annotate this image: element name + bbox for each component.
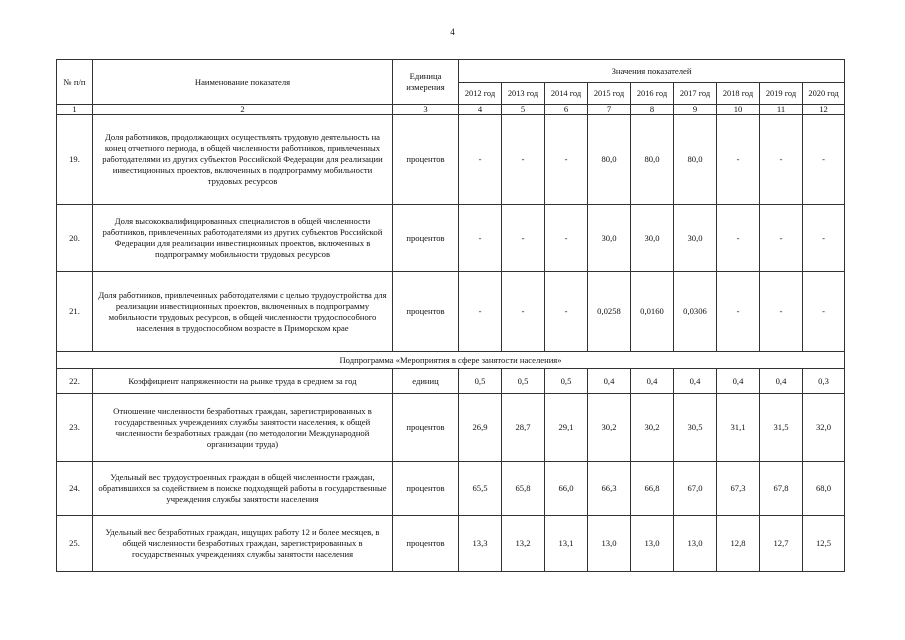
value-cell: - xyxy=(760,115,803,205)
table-body-b xyxy=(57,369,845,572)
year-header: 2016 год xyxy=(631,83,674,105)
value-cell: - xyxy=(717,115,760,205)
table-row xyxy=(57,205,845,272)
index-cell: 7 xyxy=(588,105,631,115)
value-cell: - xyxy=(717,272,760,352)
value-cell: 32,0 xyxy=(803,394,845,462)
value-cell: 30,0 xyxy=(674,205,717,272)
row-number: 20. xyxy=(57,205,93,272)
value-cell: 30,0 xyxy=(631,205,674,272)
unit-cell: процентов xyxy=(393,516,459,572)
value-cell: 0,0258 xyxy=(588,272,631,352)
value-cell: 30,2 xyxy=(588,394,631,462)
value-cell: 0,4 xyxy=(631,369,674,394)
year-header: 2017 год xyxy=(674,83,717,105)
value-cell: 13,3 xyxy=(459,516,502,572)
value-cell: - xyxy=(459,272,502,352)
value-cell: 28,7 xyxy=(502,394,545,462)
year-header: 2015 год xyxy=(588,83,631,105)
value-cell: - xyxy=(502,115,545,205)
index-cell: 2 xyxy=(93,105,393,115)
value-cell: 67,3 xyxy=(717,462,760,516)
value-cell: 12,7 xyxy=(760,516,803,572)
value-cell: 0,0306 xyxy=(674,272,717,352)
value-cell: 0,4 xyxy=(760,369,803,394)
value-cell: 26,9 xyxy=(459,394,502,462)
value-cell: 30,0 xyxy=(588,205,631,272)
row-number: 21. xyxy=(57,272,93,352)
section-title: Подпрограмма «Мероприятия в сфере занятости населения» xyxy=(57,352,845,369)
row-number: 23. xyxy=(57,394,93,462)
value-cell: 13,0 xyxy=(631,516,674,572)
value-cell: - xyxy=(545,272,588,352)
page-number: 4 xyxy=(450,27,455,37)
unit-cell: единиц xyxy=(393,369,459,394)
value-cell: 31,5 xyxy=(760,394,803,462)
value-cell: 80,0 xyxy=(588,115,631,205)
table-row xyxy=(57,462,845,516)
year-header: 2018 год xyxy=(717,83,760,105)
value-cell: 13,0 xyxy=(674,516,717,572)
unit-cell: процентов xyxy=(393,394,459,462)
value-cell: 13,1 xyxy=(545,516,588,572)
value-cell: 66,8 xyxy=(631,462,674,516)
col-unit-header: Единица измерения xyxy=(393,60,459,105)
value-cell: 68,0 xyxy=(803,462,845,516)
year-header: 2019 год xyxy=(760,83,803,105)
col-num-header: № п/п xyxy=(57,60,93,105)
value-cell: - xyxy=(803,272,845,352)
index-cell: 12 xyxy=(803,105,845,115)
value-cell: - xyxy=(459,115,502,205)
indicator-name: Доля высококвалифицированных специалистов в общей численности работников, привлеченных работодателями из других субъектов Российской Федерации для реализации инвестиционных проектов, включенных в подпрограмму мобильности трудовых ресурсов xyxy=(93,205,393,272)
value-cell: 12,5 xyxy=(803,516,845,572)
value-cell: 13,2 xyxy=(502,516,545,572)
value-cell: - xyxy=(459,205,502,272)
index-cell: 11 xyxy=(760,105,803,115)
row-number: 25. xyxy=(57,516,93,572)
value-cell: - xyxy=(717,205,760,272)
value-cell: 67,8 xyxy=(760,462,803,516)
value-cell: 0,3 xyxy=(803,369,845,394)
year-header: 2013 год xyxy=(502,83,545,105)
value-cell: 29,1 xyxy=(545,394,588,462)
table-body-a xyxy=(57,115,845,352)
row-number: 22. xyxy=(57,369,93,394)
value-cell: 0,5 xyxy=(545,369,588,394)
table-row xyxy=(57,369,845,394)
col-name-header: Наименование показателя xyxy=(93,60,393,105)
value-cell: 13,0 xyxy=(588,516,631,572)
indicator-name: Доля работников, привлеченных работодателями с целью трудоустройства для реализации инвестиционных проектов, включенных в подпрограмму мобильности трудовых ресурсов, в общей численности трудоспособного населения в трудоспособном возрасте в Приморском крае xyxy=(93,272,393,352)
value-cell: 66,3 xyxy=(588,462,631,516)
value-cell: 0,4 xyxy=(717,369,760,394)
value-cell: 67,0 xyxy=(674,462,717,516)
row-number: 24. xyxy=(57,462,93,516)
value-cell: 31,1 xyxy=(717,394,760,462)
index-cell: 9 xyxy=(674,105,717,115)
section-row xyxy=(57,352,845,369)
value-cell: 12,8 xyxy=(717,516,760,572)
index-cell: 3 xyxy=(393,105,459,115)
indicator-name: Удельный вес трудоустроенных граждан в общей численности граждан, обратившихся за содействием в поиске подходящей работы в государственные учреждения службы занятости населения xyxy=(93,462,393,516)
value-cell: 65,8 xyxy=(502,462,545,516)
value-cell: 80,0 xyxy=(631,115,674,205)
unit-cell: процентов xyxy=(393,272,459,352)
value-cell: - xyxy=(545,205,588,272)
table-row xyxy=(57,394,845,462)
index-cell: 4 xyxy=(459,105,502,115)
indicator-name: Доля работников, продолжающих осуществлять трудовую деятельность на конец отчетного периода, в общей численности работников, привлеченных работодателями из других субъектов Российской Федерации для реализации инвестиционных проектов, включенных в подпрограмму мобильности трудовых ресурсов xyxy=(93,115,393,205)
value-cell: 30,5 xyxy=(674,394,717,462)
table-row xyxy=(57,115,845,205)
value-cell: - xyxy=(502,205,545,272)
indicator-name: Отношение численности безработных граждан, зарегистрированных в государственных учреждениях службы занятости населения, к общей численности безработных граждан (по методологии Международной организации труда) xyxy=(93,394,393,462)
index-row xyxy=(57,105,845,115)
index-cell: 10 xyxy=(717,105,760,115)
header-row xyxy=(57,60,845,83)
year-header: 2012 год xyxy=(459,83,502,105)
value-cell: 65,5 xyxy=(459,462,502,516)
index-cell: 6 xyxy=(545,105,588,115)
value-cell: 0,0160 xyxy=(631,272,674,352)
value-cell: 0,5 xyxy=(459,369,502,394)
value-cell: 0,4 xyxy=(674,369,717,394)
year-header: 2014 год xyxy=(545,83,588,105)
index-cell: 1 xyxy=(57,105,93,115)
value-cell: - xyxy=(803,205,845,272)
value-cell: - xyxy=(545,115,588,205)
unit-cell: процентов xyxy=(393,462,459,516)
value-cell: 0,4 xyxy=(588,369,631,394)
col-values-header: Значения показателей xyxy=(459,60,845,83)
indicator-name: Удельный вес безработных граждан, ищущих работу 12 и более месяцев, в общей численности безработных граждан, зарегистрированных в государственных учреждениях службы занятости населения xyxy=(93,516,393,572)
value-cell: 80,0 xyxy=(674,115,717,205)
value-cell: - xyxy=(760,205,803,272)
table-row xyxy=(57,272,845,352)
indicators-table xyxy=(56,59,845,572)
section-body xyxy=(57,352,845,369)
table-row xyxy=(57,516,845,572)
value-cell: 66,0 xyxy=(545,462,588,516)
year-header: 2020 год xyxy=(803,83,845,105)
value-cell: 30,2 xyxy=(631,394,674,462)
value-cell: - xyxy=(760,272,803,352)
value-cell: 0,5 xyxy=(502,369,545,394)
row-number: 19. xyxy=(57,115,93,205)
index-cell: 5 xyxy=(502,105,545,115)
value-cell: - xyxy=(803,115,845,205)
value-cell: - xyxy=(502,272,545,352)
unit-cell: процентов xyxy=(393,205,459,272)
indicator-name: Коэффициент напряженности на рынке труда в среднем за год xyxy=(93,369,393,394)
unit-cell: процентов xyxy=(393,115,459,205)
index-cell: 8 xyxy=(631,105,674,115)
